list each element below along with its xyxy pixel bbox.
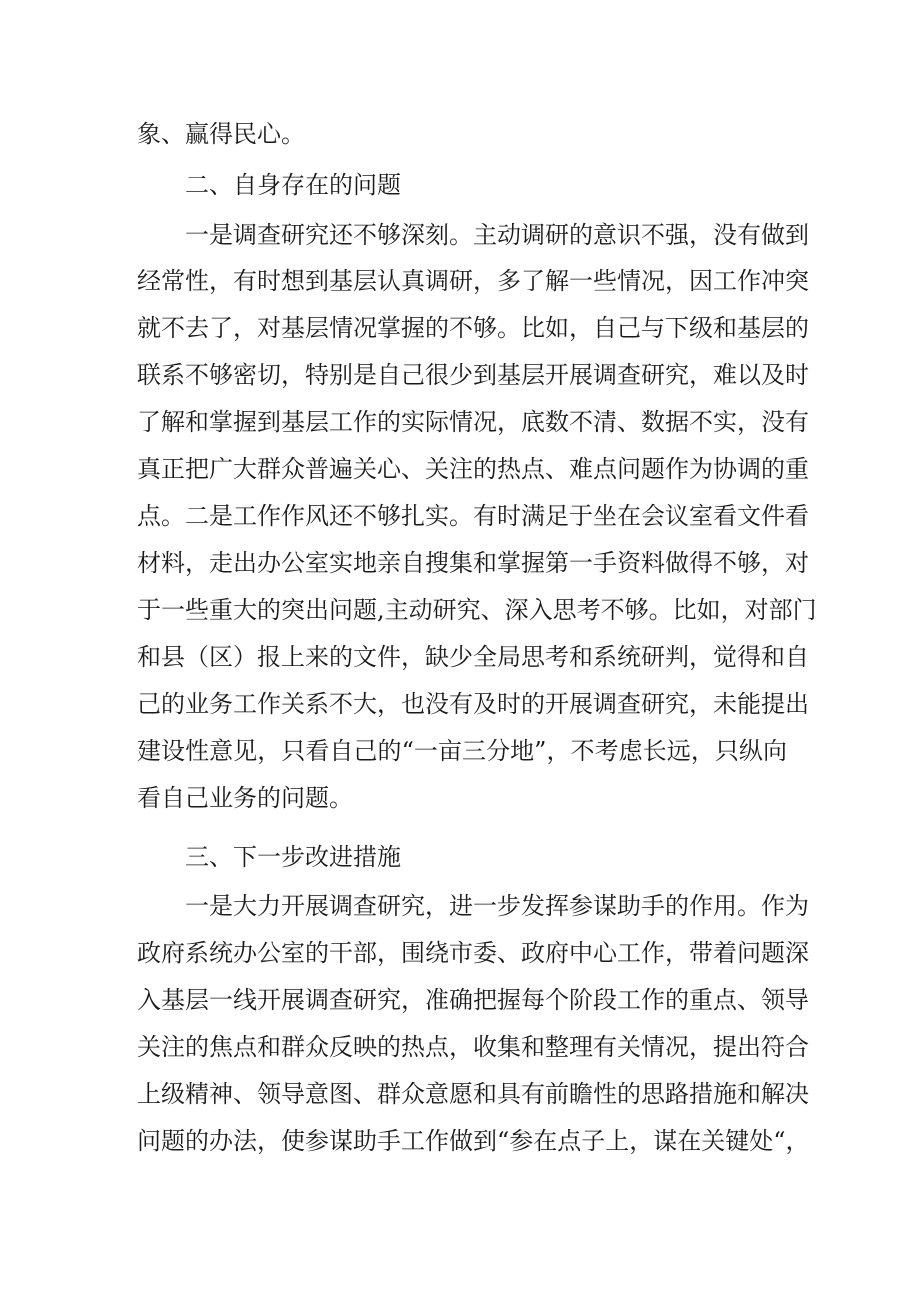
text-line: 入基层一线开展调查研究，准确把握每个阶段工作的重点、领导 xyxy=(137,986,809,1014)
section-heading: 三、下一步改进措施 xyxy=(185,843,401,871)
text-line: 象、赢得民心。 xyxy=(137,120,305,148)
text-line: 点。二是工作作风还不够扎实。有时满足于坐在会议室看文件看 xyxy=(137,502,809,530)
text-line: 一是调查研究还不够深刻。主动调研的意识不强，没有做到 xyxy=(185,221,809,249)
text-line: 一是大力开展调查研究，进一步发挥参谋助手的作用。作为 xyxy=(185,892,809,920)
text-line: 经常性，有时想到基层认真调研，多了解一些情况，因工作冲突 xyxy=(137,267,809,295)
text-line: 真正把广大群众普遍关心、关注的热点、难点问题作为协调的重 xyxy=(137,455,809,483)
text-line: 了解和掌握到基层工作的实际情况，底数不清、数据不实，没有 xyxy=(137,408,809,436)
text-line: 和县（区）报上来的文件，缺少全局思考和系统研判，觉得和自 xyxy=(137,643,809,671)
text-line: 材料，走出办公室实地亲自搜集和掌握第一手资料做得不够，对 xyxy=(137,549,809,577)
text-line: 就不去了，对基层情况掌握的不够。比如，自己与下级和基层的 xyxy=(137,314,809,342)
text-line: 己的业务工作关系不大，也没有及时的开展调查研究，未能提出 xyxy=(137,690,809,718)
text-line: 关注的焦点和群众反映的热点，收集和整理有关情况，提出符合 xyxy=(137,1033,809,1061)
text-line: 联系不够密切，特别是自己很少到基层开展调查研究，难以及时 xyxy=(137,361,809,389)
text-line: 看自己业务的问题。 xyxy=(137,784,353,812)
text-line: 问题的办法，使参谋助手工作做到“参在点子上，谋在关键处“， xyxy=(137,1127,810,1155)
text-line: 政府系统办公室的干部，围绕市委、政府中心工作，带着问题深 xyxy=(137,939,809,967)
text-line: 于一些重大的突出问题,主动研究、深入思考不够。比如，对部门 xyxy=(137,596,817,624)
section-heading: 二、自身存在的问题 xyxy=(185,171,401,199)
text-line: 建设性意见，只看自己的“一亩三分地”，不考虑长远，只纵向 xyxy=(137,737,787,765)
text-line: 上级精神、领导意图、群众意愿和具有前瞻性的思路措施和解决 xyxy=(137,1080,809,1108)
